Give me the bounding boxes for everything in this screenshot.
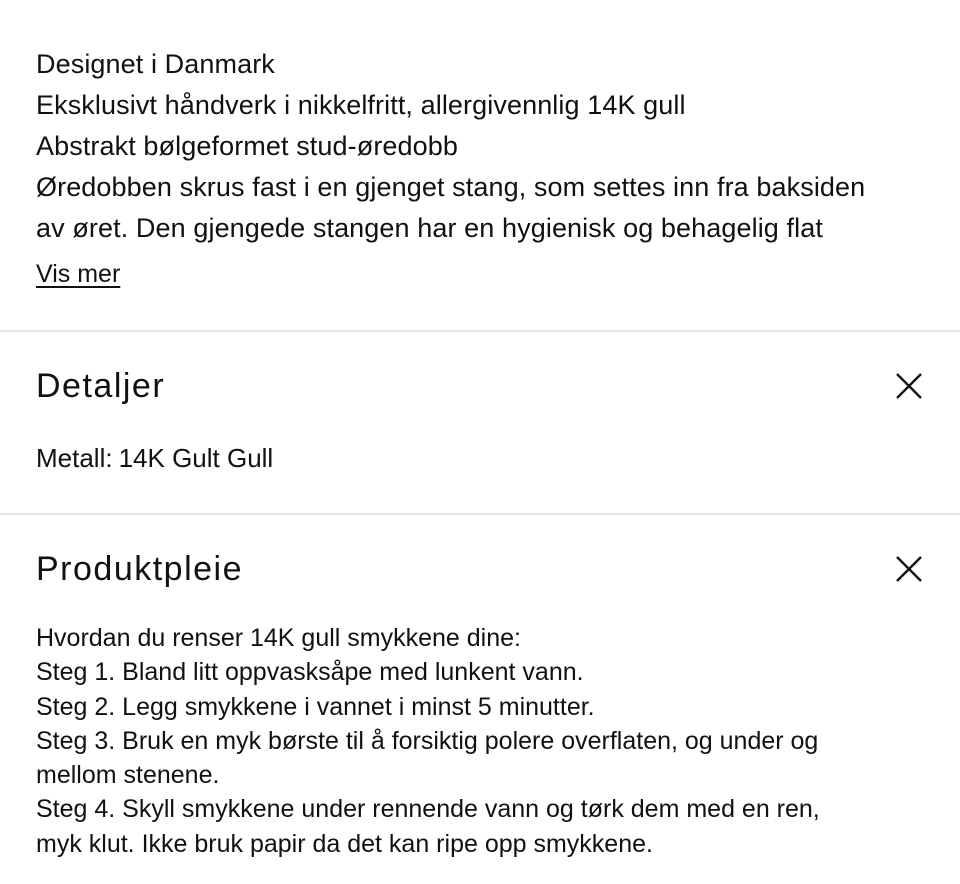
description-line: Designet i Danmark (36, 49, 275, 79)
care-section-header[interactable] (36, 549, 924, 589)
details-section-header[interactable] (36, 366, 924, 406)
section-divider (0, 330, 960, 332)
description-line: av øret. Den gjengede stangen har en hygienisk og behagelig flat (36, 213, 823, 243)
close-icon[interactable] (894, 554, 924, 584)
care-section-title: Produktpleie (36, 550, 244, 588)
care-line: myk klut. Ikke bruk papir da det kan ripe opp smykkene. (36, 829, 653, 858)
care-line: Steg 3. Bruk en myk børste til å forsiktig polere overflaten, og under og (36, 726, 819, 755)
care-instructions (36, 621, 936, 861)
product-description (36, 44, 936, 289)
care-line: Steg 1. Bland litt oppvasksåpe med lunkent vann. (36, 658, 584, 687)
section-divider (0, 513, 960, 515)
care-line: mellom stenene. (36, 761, 220, 790)
description-line: Eksklusivt håndverk i nikkelfritt, allergivennlig 14K gull (36, 90, 686, 120)
detail-label: Metall: (36, 443, 113, 473)
care-line: Steg 4. Skyll smykkene under rennende vann og tørk dem med en ren, (36, 795, 820, 824)
detail-value: 14K Gult Gull (118, 443, 274, 473)
details-section-title: Detaljer (36, 367, 166, 405)
description-line: Abstrakt bølgeformet stud-øredobb (36, 131, 458, 161)
care-line: Steg 2. Legg smykkene i vannet i minst 5 minutter. (36, 692, 595, 721)
care-line: Hvordan du renser 14K gull smykkene dine: (36, 624, 521, 652)
detail-row-metal (36, 442, 273, 474)
show-more-link[interactable]: Vis mer (36, 260, 121, 288)
close-icon[interactable] (894, 371, 924, 401)
description-line: Øredobben skrus fast i en gjenget stang, som settes inn fra baksiden (36, 172, 866, 202)
